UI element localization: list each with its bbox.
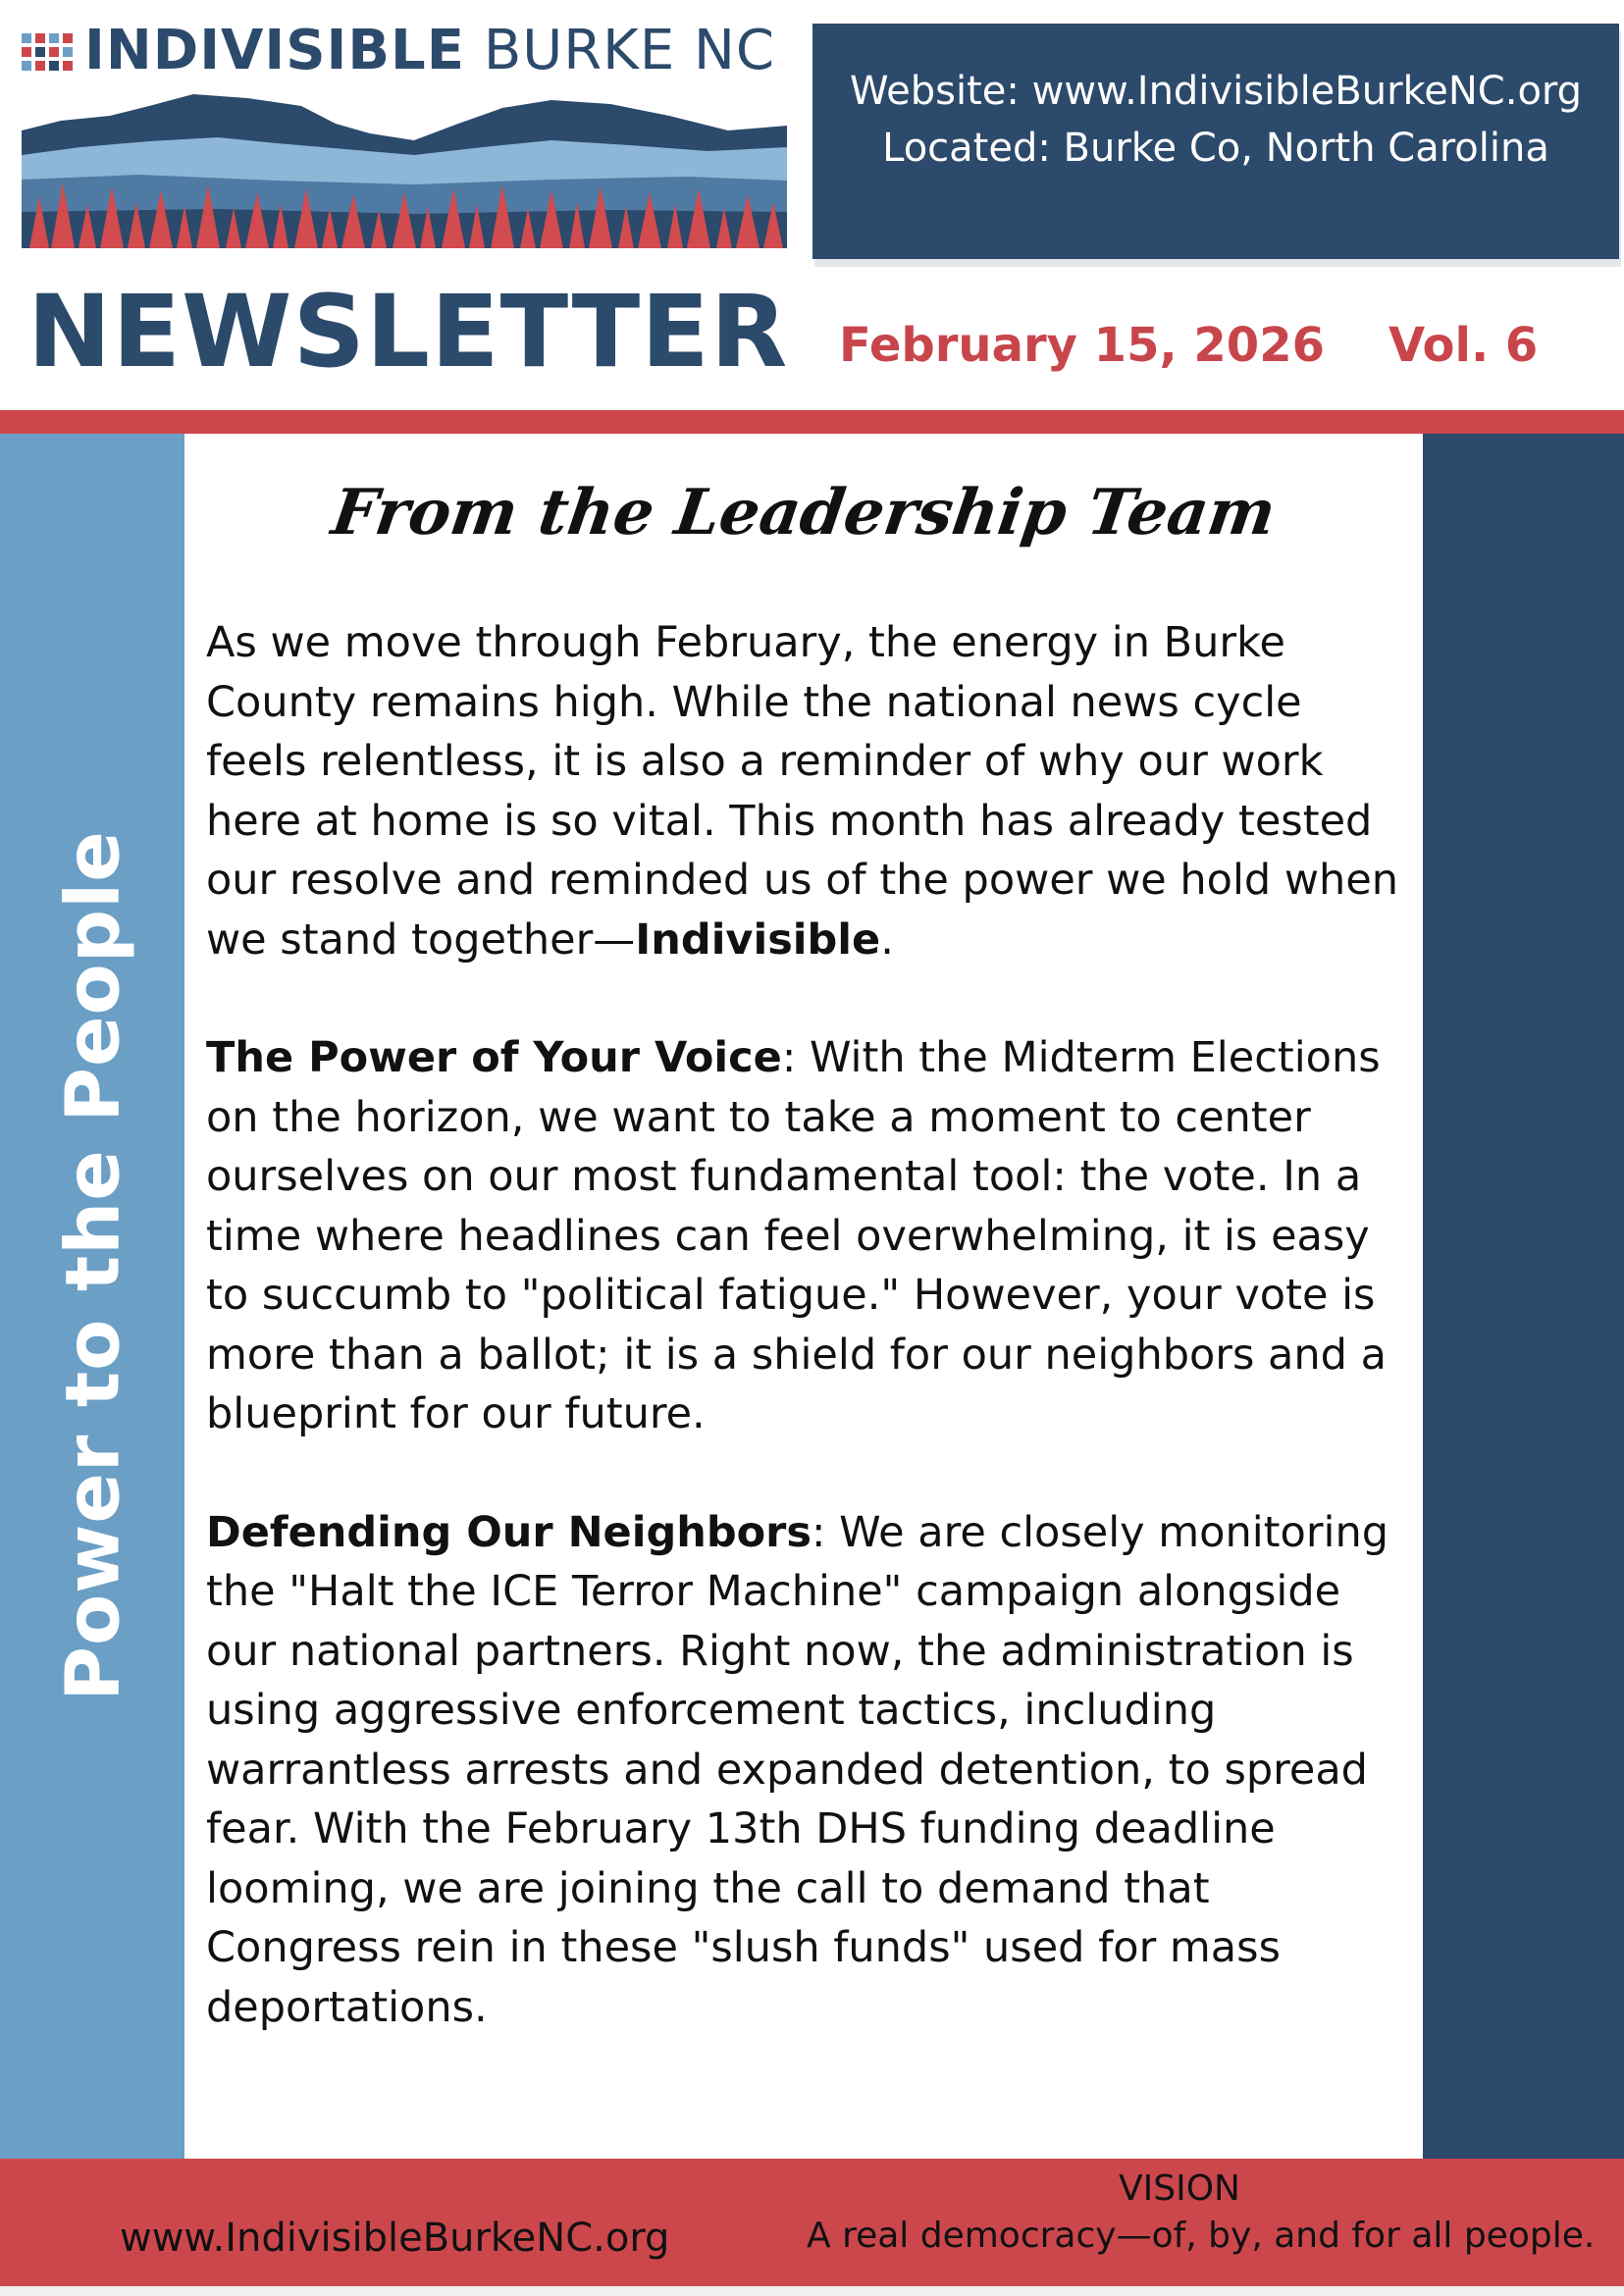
- neighbors-title: Defending Our Neighbors: [206, 1507, 812, 1557]
- intro-paragraph: [206, 613, 1411, 969]
- intro-bold: Indivisible: [635, 914, 881, 965]
- right-sidebar: [1423, 434, 1624, 2159]
- footer-website-link[interactable]: www.IndivisibleBurkeNC.org: [120, 2216, 670, 2261]
- brand-name-light: BURKE NC: [483, 19, 776, 82]
- footer-vision-text: A real democracy—of, by, and for all people.: [807, 2216, 1596, 2256]
- voice-title: The Power of Your Voice: [206, 1033, 782, 1082]
- page-title: NEWSLETTER: [27, 274, 789, 391]
- sidebar-slogan: Power to the People: [48, 830, 136, 1701]
- neighbors-body: : We are closely monitoring the "Halt the ICE Terror Machine" campaign alongside our national partners. Right now, the administration is using aggressive enforcement tactics, including warrantless arrests and expanded detention, to spread fear. With the February 13th DHS funding deadline looming, we are joining the call to demand that Congress rein in these "slush funds" used for mass deportations.: [206, 1507, 1389, 2032]
- footer-bottom-line: [0, 2286, 1624, 2296]
- logo: [22, 19, 776, 82]
- mountain-landscape-icon: [22, 86, 787, 248]
- voice-paragraph: [206, 1028, 1411, 1444]
- indivisible-logo-icon: [22, 27, 73, 75]
- contact-info-box: [812, 24, 1619, 259]
- article-body: [206, 613, 1411, 2096]
- issue-date: February 15, 2026: [839, 318, 1325, 373]
- intro-end: .: [880, 914, 894, 965]
- header-divider: [0, 410, 1624, 434]
- intro-text: As we move through February, the energy in Burke County remains high. While the national news cycle feels relentless, it is also a reminder of why our work here at home is so vital. This month has already tested our resolve and reminded us of the power we hold when we stand together—: [206, 618, 1399, 965]
- voice-body: : With the Midterm Elections on the horizon, we want to take a moment to center ourselves on our most fundamental tool: the vote. In a time where headlines can feel overwhelming, it is easy to succumb to "political fatigue." However, your vote is more than a ballot; it is a shield for our neighbors and a blueprint for our future.: [206, 1033, 1387, 1438]
- location-line: Located: Burke Co, North Carolina: [882, 126, 1549, 171]
- issue-volume: Vol. 6: [1388, 318, 1539, 373]
- website-line: Website: www.IndivisibleBurkeNC.org: [849, 69, 1583, 114]
- neighbors-paragraph: [206, 1503, 1411, 2038]
- brand-name: [84, 19, 776, 82]
- brand-name-bold: INDIVISIBLE: [84, 19, 465, 82]
- footer-vision-label: VISION: [1119, 2168, 1240, 2209]
- section-heading: From the Leadership Team: [327, 476, 1281, 549]
